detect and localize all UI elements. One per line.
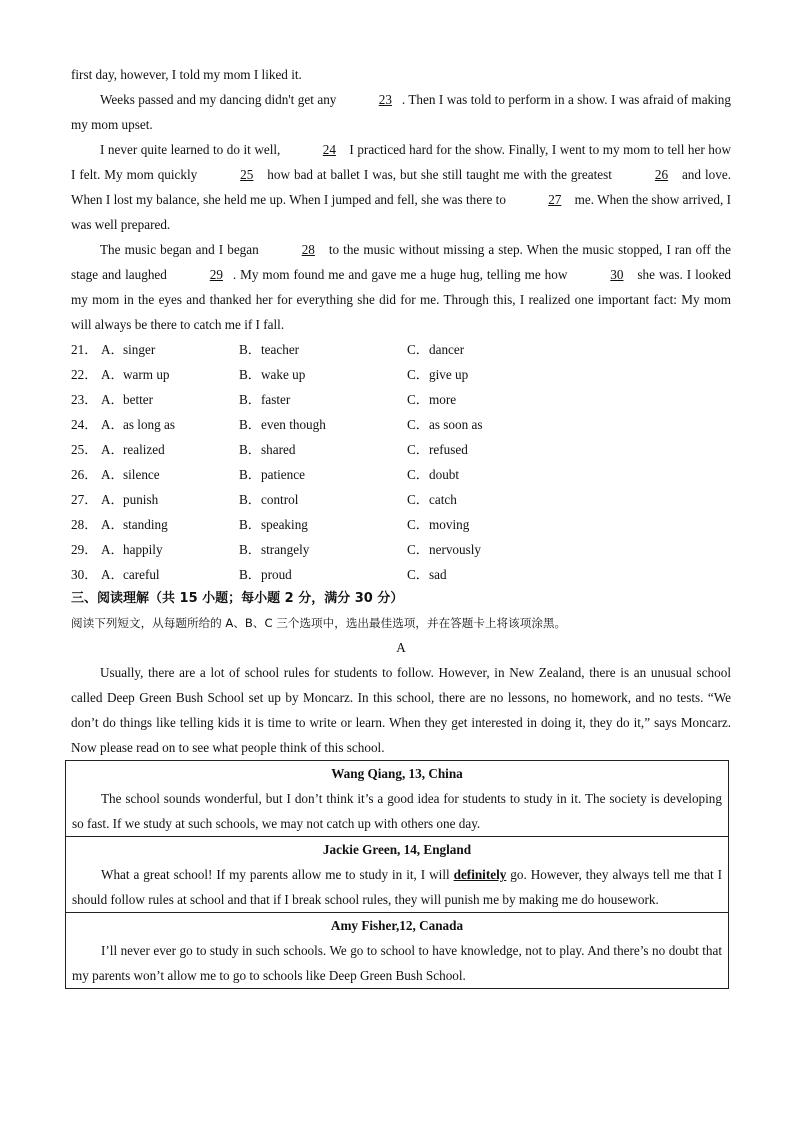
comment-cell (66, 761, 729, 837)
option-text: as soon as (429, 417, 483, 432)
option-row-24 (71, 412, 731, 437)
option-letter: A． (101, 442, 124, 457)
question-number: 28． (71, 517, 98, 532)
option-row-22 (71, 362, 731, 387)
option-letter: B． (239, 517, 261, 532)
option-letter: C． (407, 342, 429, 357)
option-letter: A． (101, 517, 124, 532)
option-letter: B． (239, 567, 261, 582)
option-b (239, 537, 407, 562)
option-text: singer (123, 342, 156, 357)
comment-text: The school sounds wonderful, but I don’t think it’s a good idea for students to study in it. The society is developing so fast. If we study at such schools, we may not catch up with others one day. (72, 791, 722, 831)
option-letter: C． (407, 392, 429, 407)
option-a (101, 462, 239, 487)
option-letter: A． (101, 467, 124, 482)
section-instructions: 阅读下列短文，从每题所给的 A、B、C 三个选项中，选出最佳选项，并在答题卡上将该项涂黑。 (71, 616, 567, 630)
page-content (71, 62, 731, 989)
option-text: punish (123, 492, 159, 507)
option-row-23 (71, 387, 731, 412)
option-text: nervously (429, 542, 482, 557)
comment-text (72, 862, 722, 912)
option-a (101, 437, 239, 462)
option-text: control (261, 492, 299, 507)
comment-row (66, 913, 729, 989)
option-letter: C． (407, 367, 429, 382)
option-row-29 (71, 537, 731, 562)
option-text: better (123, 392, 154, 407)
blank-24: 24 (322, 142, 336, 157)
option-letter: B． (239, 467, 261, 482)
question-number: 26． (71, 467, 98, 482)
passage-label: A (396, 640, 406, 655)
option-text: doubt (429, 467, 460, 482)
option-letter: C． (407, 542, 429, 557)
option-b (239, 362, 407, 387)
option-a (101, 362, 239, 387)
option-letter: A． (101, 342, 124, 357)
option-row-27 (71, 487, 731, 512)
blank-25: 25 (240, 167, 254, 182)
option-letter: B． (239, 367, 261, 382)
option-c (407, 462, 587, 487)
text-span: how bad at ballet I was, but she still taught me with the greatest (263, 167, 616, 182)
option-row-30 (71, 562, 731, 587)
option-letter: A． (101, 542, 124, 557)
option-text: speaking (261, 517, 308, 532)
option-text: proud (261, 567, 292, 582)
option-letter: B． (239, 492, 261, 507)
option-c (407, 362, 587, 387)
option-letter: C． (407, 517, 429, 532)
option-letter: B． (239, 417, 261, 432)
option-b (239, 562, 407, 587)
text-span: she was. I looked my mom in the eyes and thanked her for everything she did for me. Through this, I realized one important fact: My mom will always be there to catch me if I fall. (71, 267, 732, 332)
option-b (239, 337, 407, 362)
option-c (407, 437, 587, 462)
highlighted-word: definitely (453, 867, 507, 882)
blank-26: 26 (654, 167, 669, 182)
blank-23: 23 (378, 92, 392, 107)
option-text: faster (261, 392, 291, 407)
option-a (101, 412, 239, 437)
comment-text: I’ll never ever go to study in such schools. We go to school to have knowledge, not to play. And there’s no doubt that my parents won’t allow me to go to schools like Deep Green Bush School. (72, 943, 722, 983)
cloze-paragraph-4 (71, 237, 731, 337)
option-row-28 (71, 512, 731, 537)
text-span: me. When the show arrived, I was well prepared. (71, 192, 732, 232)
text-span: . My mom found me and gave me a huge hug, telling me how (232, 267, 572, 282)
option-b (239, 412, 407, 437)
option-c (407, 562, 587, 587)
option-text: even though (261, 417, 326, 432)
option-text: happily (123, 542, 163, 557)
option-b (239, 487, 407, 512)
text-span: I never quite learned to do it well, (100, 142, 284, 157)
option-letter: A． (101, 417, 124, 432)
option-b (239, 512, 407, 537)
option-letter: B． (239, 542, 261, 557)
option-text: shared (261, 442, 296, 457)
option-c (407, 537, 587, 562)
option-c (407, 487, 587, 512)
commenter-name: Wang Qiang, 13, China (331, 766, 463, 781)
text-span: What a great school! If my parents allow me to study in it, I will (101, 867, 454, 882)
option-text: silence (123, 467, 160, 482)
blank-29: 29 (209, 267, 223, 282)
passage-intro: Usually, there are a lot of school rules for students to follow. However, in New Zealand, there is an unusual school called Deep Green Bush School set up by Moncarz. In this school, there are no lessons, no homework, and no tests. “We don’t do things like telling kids it is time to write or learn. When they get interested in doing it, they do it,” says Moncarz. Now please read on to see what people think of this school. (71, 665, 731, 755)
section-heading: 三、阅读理解（共 15 小题；每小题 2 分，满分 30 分） (71, 591, 404, 606)
options-list (71, 337, 731, 587)
option-a (101, 537, 239, 562)
cloze-paragraph-2 (71, 87, 731, 137)
option-text: standing (123, 517, 168, 532)
option-letter: A． (101, 367, 124, 382)
option-text: patience (261, 467, 305, 482)
question-number: 23． (71, 392, 98, 407)
text-span: to the music without missing a step. When the music stopped, I ran off the stage and laughed (71, 242, 731, 282)
option-letter: B． (239, 442, 261, 457)
option-c (407, 387, 587, 412)
cloze-paragraph-3 (71, 137, 731, 237)
blank-28: 28 (301, 242, 315, 257)
option-letter: C． (407, 567, 429, 582)
option-text: realized (123, 442, 165, 457)
option-text: sad (429, 567, 447, 582)
text-span: go. However, they always tell me that I should follow rules at school and that if I break school rules, they will punish me by making me do housework. (72, 867, 722, 907)
option-c (407, 337, 587, 362)
option-letter: B． (239, 392, 261, 407)
question-number: 27． (71, 492, 98, 507)
option-row-25 (71, 437, 731, 462)
comments-table (65, 760, 729, 989)
text-span: I practiced hard for the show. Finally, I went to my mom to tell her how I felt. My mom quickly (71, 142, 731, 182)
text-span: . Then I was told to perform in a show. I was afraid of making my mom upset. (71, 92, 731, 132)
comment-cell (66, 913, 729, 989)
option-letter: C． (407, 492, 429, 507)
option-text: teacher (261, 342, 300, 357)
option-a (101, 512, 239, 537)
commenter-name: Amy Fisher,12, Canada (330, 918, 464, 933)
option-text: strangely (261, 542, 310, 557)
question-number: 22． (71, 367, 98, 382)
option-a (101, 562, 239, 587)
option-c (407, 412, 587, 437)
option-a (101, 337, 239, 362)
question-number: 30． (71, 567, 98, 582)
option-row-21 (71, 337, 731, 362)
option-text: catch (429, 492, 457, 507)
option-text: dancer (429, 342, 465, 357)
question-number: 24． (71, 417, 98, 432)
option-a (101, 487, 239, 512)
blank-27: 27 (548, 192, 562, 207)
option-text: wake up (261, 367, 306, 382)
option-text: careful (123, 567, 160, 582)
option-c (407, 512, 587, 537)
option-row-26 (71, 462, 731, 487)
text-span: and love. When I lost my balance, she held me up. When I jumped and fell, she was there to (71, 167, 731, 207)
option-a (101, 387, 239, 412)
option-b (239, 387, 407, 412)
option-b (239, 462, 407, 487)
option-text: warm up (123, 367, 170, 382)
commenter-name: Jackie Green, 14, England (322, 842, 472, 857)
option-text: moving (429, 517, 470, 532)
option-letter: C． (407, 467, 429, 482)
option-letter: B． (239, 342, 261, 357)
option-letter: C． (407, 417, 429, 432)
comment-row (66, 837, 729, 913)
comment-cell (66, 837, 729, 913)
option-letter: A． (101, 392, 124, 407)
question-number: 29． (71, 542, 98, 557)
option-letter: C． (407, 442, 429, 457)
option-text: give up (429, 367, 469, 382)
option-b (239, 437, 407, 462)
cloze-paragraph-1: first day, however, I told my mom I liked it. (71, 67, 302, 82)
text-span: The music began and I began (100, 242, 263, 257)
option-text: refused (429, 442, 468, 457)
text-span: Weeks passed and my dancing didn't get any (100, 92, 340, 107)
option-letter: A． (101, 567, 124, 582)
comment-row (66, 761, 729, 837)
option-letter: A． (101, 492, 124, 507)
option-text: more (429, 392, 457, 407)
question-number: 21． (71, 342, 98, 357)
blank-30: 30 (610, 267, 624, 282)
option-text: as long as (123, 417, 176, 432)
question-number: 25． (71, 442, 98, 457)
